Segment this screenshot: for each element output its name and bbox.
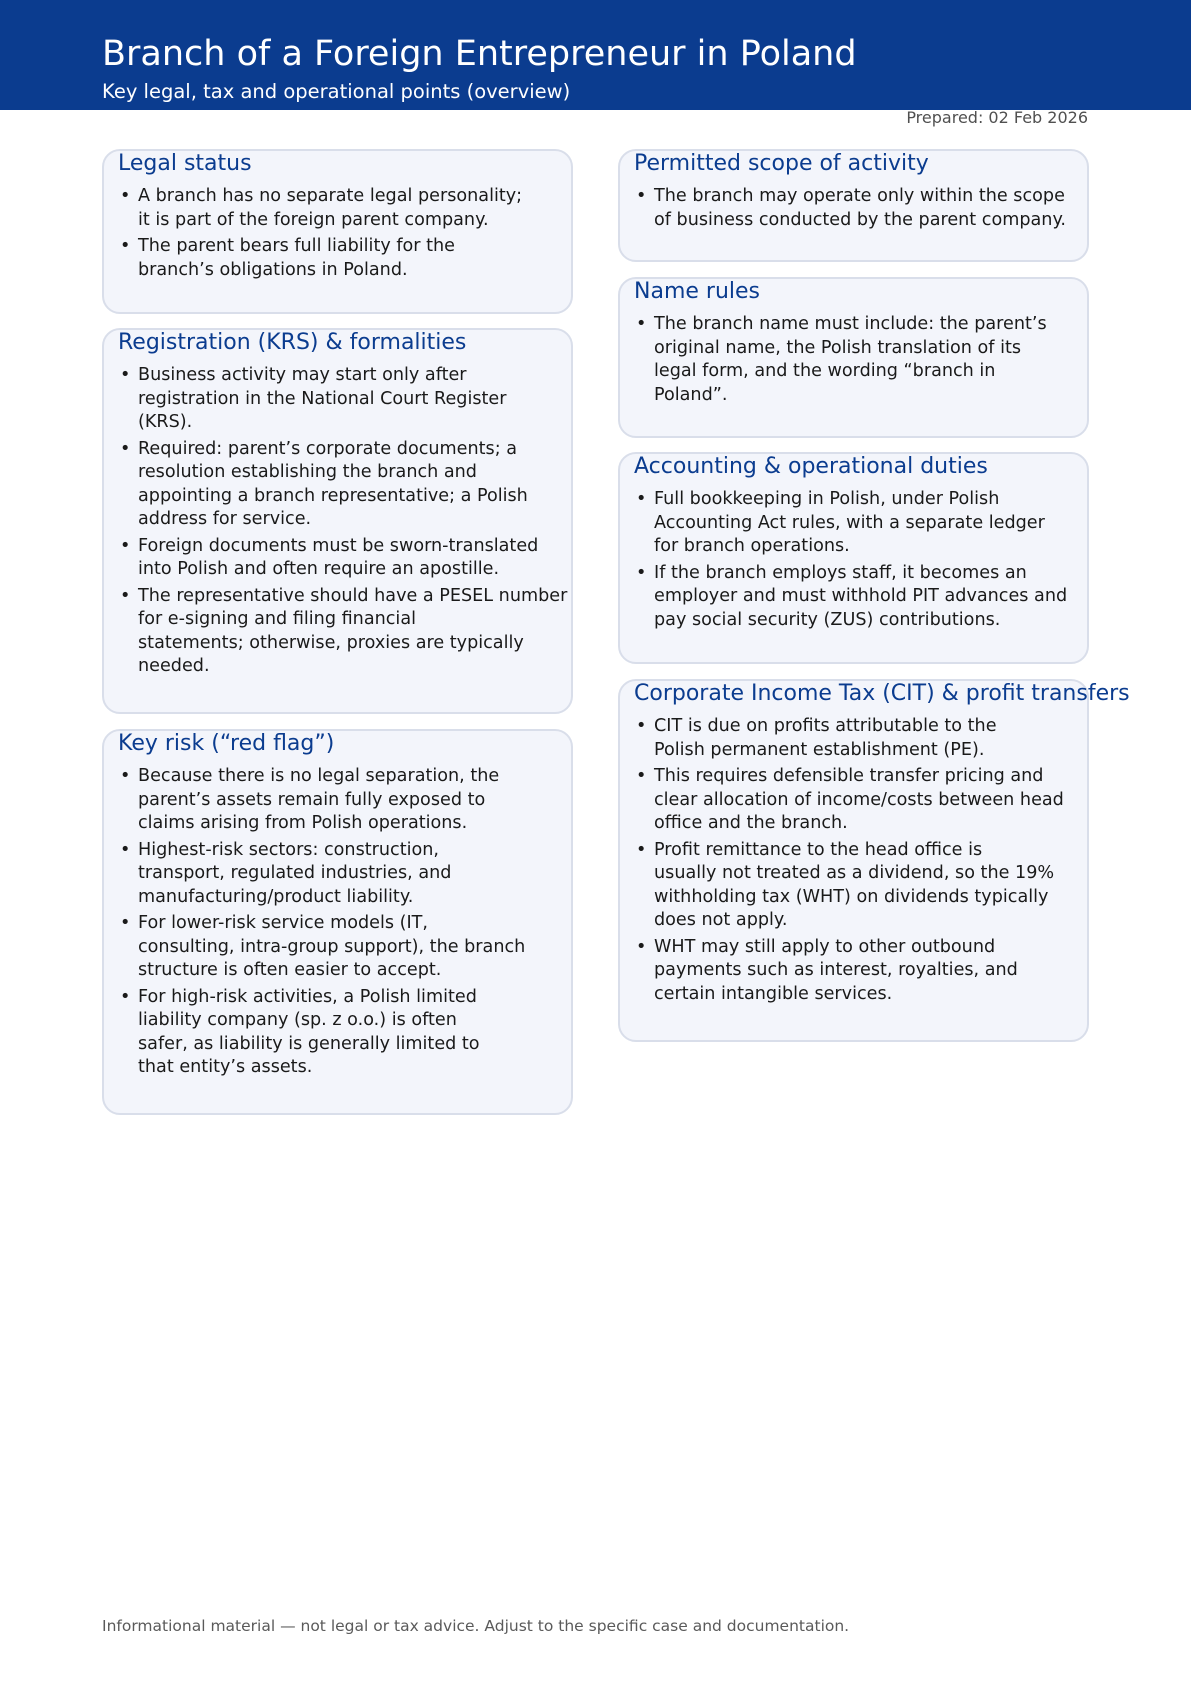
card-title: Key risk (“red flag”) (118, 731, 335, 756)
bullet-icon: • (120, 986, 131, 1007)
bullet-line: For lower-risk service models (IT, (138, 913, 429, 933)
bullet-line: Polish permanent establishment (PE). (654, 739, 985, 760)
card-cit (618, 679, 1130, 1042)
bullet-line: resolution establishing the branch and (138, 462, 477, 482)
page-subtitle: Key legal, tax and operational points (overview) (102, 80, 571, 103)
bullet-item (634, 839, 1064, 933)
card-permitted-scope (618, 149, 1089, 262)
bullet-line: The parent bears full liability for the (138, 236, 456, 256)
bullet-item (634, 936, 1064, 1007)
bullet-icon: • (120, 766, 131, 786)
bullet-line: address for service. (138, 509, 312, 529)
bullet-line: office and the branch. (654, 813, 848, 833)
bullet-line: employer and must withhold PIT advances and (654, 586, 1068, 606)
bullet-list (118, 185, 522, 285)
bullet-icon: • (120, 913, 131, 933)
bullet-list (634, 715, 1064, 1009)
bullet-line: it is part of the foreign parent company. (138, 209, 489, 230)
bullet-item (118, 185, 522, 232)
bullet-line: Highest-risk sectors: construction, (138, 839, 439, 860)
bullet-line: does not apply. (654, 910, 788, 930)
bullet-line: Business activity may start only after (138, 365, 467, 385)
bullet-item (634, 313, 1047, 407)
bullet-icon: • (120, 585, 131, 606)
bullet-line: certain intangible services. (654, 983, 893, 1004)
card-legal-status (102, 149, 573, 314)
bullet-line: usually not treated as a dividend, so the 19% (654, 863, 1055, 883)
bullet-line: pay social security (ZUS) contributions. (654, 609, 1001, 630)
bullet-line: withholding tax (WHT) on dividends typically (654, 886, 1049, 907)
bullet-icon: • (636, 716, 647, 736)
bullet-line: branch’s obligations in Poland. (138, 259, 408, 280)
bullet-line: Full bookkeeping in Polish, under Polish (654, 489, 1000, 509)
bullet-line: CIT is due on profits attributable to the (654, 716, 997, 736)
bullet-line: of business conducted by the parent company. (654, 209, 1066, 230)
bullet-line: clear allocation of income/costs between head (654, 789, 1064, 810)
bullet-item (634, 715, 1064, 762)
bullet-item (118, 839, 525, 910)
bullet-line: for branch operations. (654, 536, 850, 556)
bullet-icon: • (120, 839, 131, 860)
card-title: Accounting & operational duties (634, 454, 988, 479)
bullet-icon: • (120, 186, 131, 206)
bullet-line: consulting, intra-group support), the branch (138, 936, 526, 957)
bullet-line: liability company (sp. z o.o.) is often (138, 1010, 457, 1030)
bullet-list (118, 364, 567, 682)
bullet-line: This requires defensible transfer pricing and (654, 766, 1044, 786)
bullet-icon: • (120, 365, 131, 385)
bullet-item (634, 488, 1067, 559)
card-title: Legal status (118, 151, 252, 176)
bullet-line: safer, as liability is generally limited to (138, 1033, 480, 1054)
bullet-line: needed. (138, 656, 210, 676)
bullet-item (118, 986, 525, 1080)
card-name-rules (618, 277, 1089, 438)
card-title: Name rules (634, 279, 760, 304)
bullet-list (118, 765, 525, 1083)
bullet-icon: • (636, 936, 647, 957)
bullet-line: A branch has no separate legal personality; (138, 186, 523, 206)
bullet-list (634, 185, 1066, 235)
card-accounting (618, 452, 1089, 664)
card-key-risk (102, 729, 573, 1115)
bullet-line: original name, the Polish translation of its (654, 337, 1022, 358)
bullet-line: transport, regulated industries, and (138, 863, 452, 883)
bullet-icon: • (120, 535, 131, 556)
bullet-icon: • (636, 562, 647, 583)
bullet-icon: • (120, 236, 131, 256)
bullet-list (634, 488, 1067, 635)
bullet-item (634, 185, 1066, 232)
card-registration (102, 328, 573, 714)
bullet-item (118, 235, 522, 282)
bullet-line: Poland”. (654, 384, 728, 405)
bullet-line: The representative should have a PESEL number (138, 585, 568, 606)
bullet-line: legal form, and the wording “branch in (654, 361, 996, 381)
bullet-line: Because there is no legal separation, the (138, 766, 500, 786)
bullet-icon: • (636, 839, 647, 860)
bullet-item (118, 585, 567, 679)
bullet-item (634, 765, 1064, 836)
prepared-date: Prepared: 02 Feb 2026 (906, 108, 1088, 127)
bullet-line: for e-signing and filing financial (138, 609, 416, 629)
bullet-line: claims arising from Polish operations. (138, 813, 468, 833)
bullet-line: structure is often easier to accept. (138, 960, 442, 980)
bullet-line: into Polish and often require an apostille. (138, 559, 500, 579)
bullet-line: Required: parent’s corporate documents; a (138, 438, 518, 459)
bullet-line: For high-risk activities, a Polish limited (138, 986, 477, 1007)
bullet-item (118, 535, 567, 582)
bullet-item (118, 438, 567, 532)
bullet-icon: • (120, 438, 131, 459)
bullet-line: The branch name must include: the parent’s (654, 314, 1047, 334)
bullet-line: payments such as interest, royalties, and (654, 960, 1018, 980)
header-banner (0, 0, 1191, 110)
bullet-line: (KRS). (138, 412, 193, 432)
bullet-icon: • (636, 766, 647, 786)
page-title: Branch of a Foreign Entrepreneur in Poland (102, 34, 857, 74)
bullet-line: Foreign documents must be sworn-translated (138, 535, 539, 556)
footer-disclaimer: Informational material — not legal or tax advice. Adjust to the specific case and documentation. (102, 1617, 850, 1635)
bullet-line: The branch may operate only within the scope (654, 186, 1065, 206)
bullet-item (118, 364, 567, 435)
card-title: Registration (KRS) & formalities (118, 330, 467, 355)
bullet-line: manufacturing/product liability. (138, 886, 414, 907)
bullet-icon: • (636, 314, 647, 334)
bullet-icon: • (636, 186, 647, 206)
bullet-line: registration in the National Court Register (138, 388, 507, 409)
bullet-line: parent’s assets remain fully exposed to (138, 789, 486, 810)
bullet-item (634, 562, 1067, 633)
bullet-item (118, 912, 525, 983)
bullet-line: statements; otherwise, proxies are typically (138, 632, 524, 653)
bullet-line: If the branch employs staff, it becomes an (654, 562, 1027, 583)
bullet-line: appointing a branch representative; a Polish (138, 485, 528, 506)
bullet-line: Profit remittance to the head office is (654, 839, 983, 860)
bullet-line: WHT may still apply to other outbound (654, 936, 996, 957)
bullet-item (118, 765, 525, 836)
bullet-list (634, 313, 1047, 410)
card-title: Corporate Income Tax (CIT) & profit transfers (634, 681, 1130, 706)
bullet-line: that entity’s assets. (138, 1057, 313, 1077)
bullet-line: Accounting Act rules, with a separate ledger (654, 512, 1045, 533)
card-title: Permitted scope of activity (634, 151, 929, 176)
bullet-icon: • (636, 489, 647, 509)
